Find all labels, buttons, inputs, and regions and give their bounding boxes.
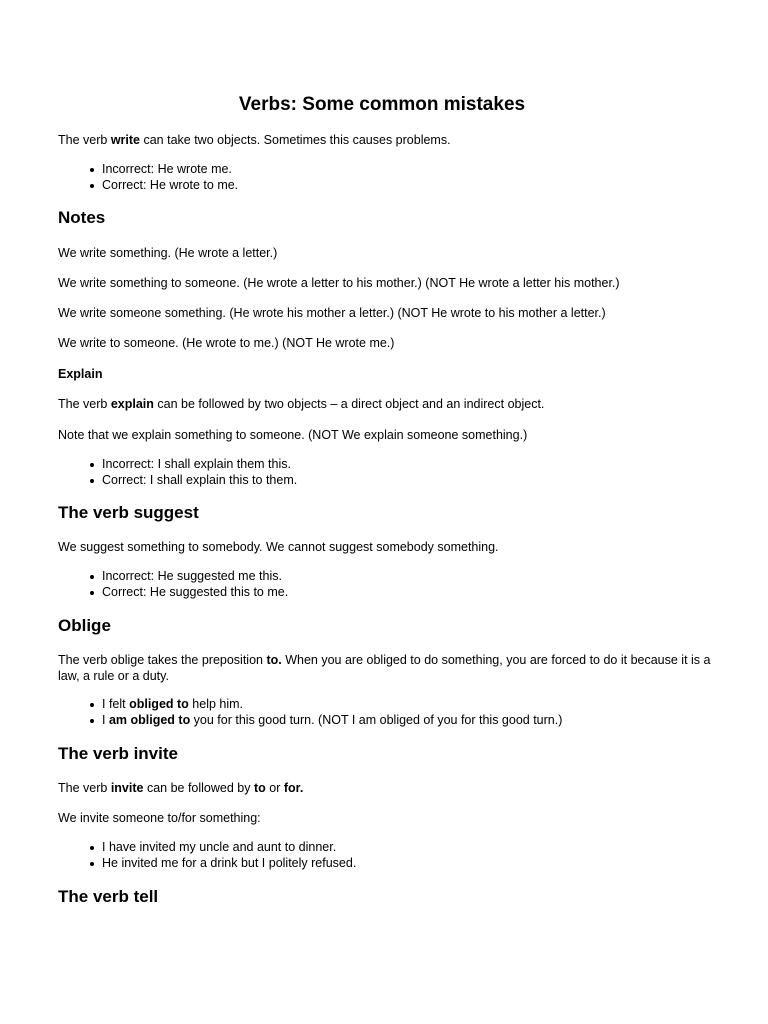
list-item: Incorrect: He suggested me this. — [88, 569, 288, 585]
invite-heading: The verb invite — [58, 744, 178, 763]
oblige-text-end: When you are obliged to do something, you are forced to do it because it is a law, a rule or a duty. — [58, 653, 711, 683]
oblige-paragraph — [58, 652, 718, 684]
invite-keyword-to: to — [253, 781, 266, 795]
oblige-examples-list — [88, 697, 562, 728]
list-item — [88, 713, 562, 729]
notes-heading: Notes — [58, 208, 106, 227]
invite-paragraph-2: We invite someone to/for something: — [58, 811, 261, 825]
explain-examples-list — [88, 457, 297, 488]
suggest-examples-list — [88, 569, 288, 600]
invite-text: The verb — [58, 781, 111, 795]
write-intro-text: The verb — [58, 133, 111, 147]
suggest-heading: The verb suggest — [58, 503, 199, 522]
tell-heading: The verb tell — [58, 887, 159, 906]
list-item: Correct: He wrote to me. — [88, 178, 238, 194]
notes-paragraph-1: We write something. (He wrote a letter.) — [58, 246, 278, 260]
oblige-item-text: I felt — [102, 697, 130, 711]
explain-keyword: explain — [110, 397, 154, 411]
invite-keyword: invite — [110, 781, 144, 795]
explain-heading: Explain — [58, 367, 103, 381]
oblige-item-text-end: you for this good turn. (NOT I am obliged of you for this good turn.) — [190, 712, 563, 727]
suggest-paragraph: We suggest something to somebody. We cannot suggest somebody something. — [58, 540, 499, 554]
oblige-heading: Oblige — [58, 616, 111, 635]
notes-paragraph-2: We write something to someone. (He wrote a letter to his mother.) (NOT He wrote a letter his mother.) — [58, 276, 620, 290]
oblige-item-text-end: help him. — [188, 697, 244, 711]
invite-examples-list — [88, 840, 356, 871]
invite-text-mid: can be followed by — [143, 781, 254, 795]
invite-paragraph-1 — [58, 780, 718, 796]
list-item: He invited me for a drink but I politely refused. — [88, 856, 356, 872]
list-item: Incorrect: I shall explain them this. — [88, 457, 297, 473]
oblige-text: The verb oblige takes the preposition — [58, 653, 267, 667]
invite-text-or: or — [265, 781, 284, 795]
write-keyword: write — [110, 133, 140, 147]
oblige-item-keyword: am obliged to — [108, 712, 191, 727]
invite-keyword-for: for. — [283, 781, 304, 795]
explain-text-end: can be followed by two objects – a direct object and an indirect object. — [153, 397, 545, 411]
oblige-item-text: I — [102, 712, 109, 727]
notes-paragraph-4: We write to someone. (He wrote to me.) (NOT He wrote me.) — [58, 336, 395, 350]
list-item — [88, 697, 562, 713]
oblige-item-keyword: obliged to — [129, 697, 189, 711]
write-intro-paragraph — [58, 132, 718, 148]
list-item: Incorrect: He wrote me. — [88, 162, 238, 178]
write-intro-text-end: can take two objects. Sometimes this causes problems. — [140, 133, 451, 147]
page-title: Verbs: Some common mistakes — [238, 94, 526, 115]
write-examples-list — [88, 162, 238, 193]
explain-text: The verb — [58, 397, 111, 411]
explain-paragraph-2: Note that we explain something to someone. (NOT We explain someone something.) — [58, 428, 528, 442]
explain-paragraph-1 — [58, 396, 718, 412]
list-item: I have invited my uncle and aunt to dinner. — [88, 840, 356, 856]
notes-paragraph-3: We write someone something. (He wrote his mother a letter.) (NOT He wrote to his mother a letter.) — [58, 306, 606, 320]
list-item: Correct: He suggested this to me. — [88, 585, 288, 601]
oblige-keyword: to. — [266, 653, 282, 667]
list-item: Correct: I shall explain this to them. — [88, 473, 297, 489]
